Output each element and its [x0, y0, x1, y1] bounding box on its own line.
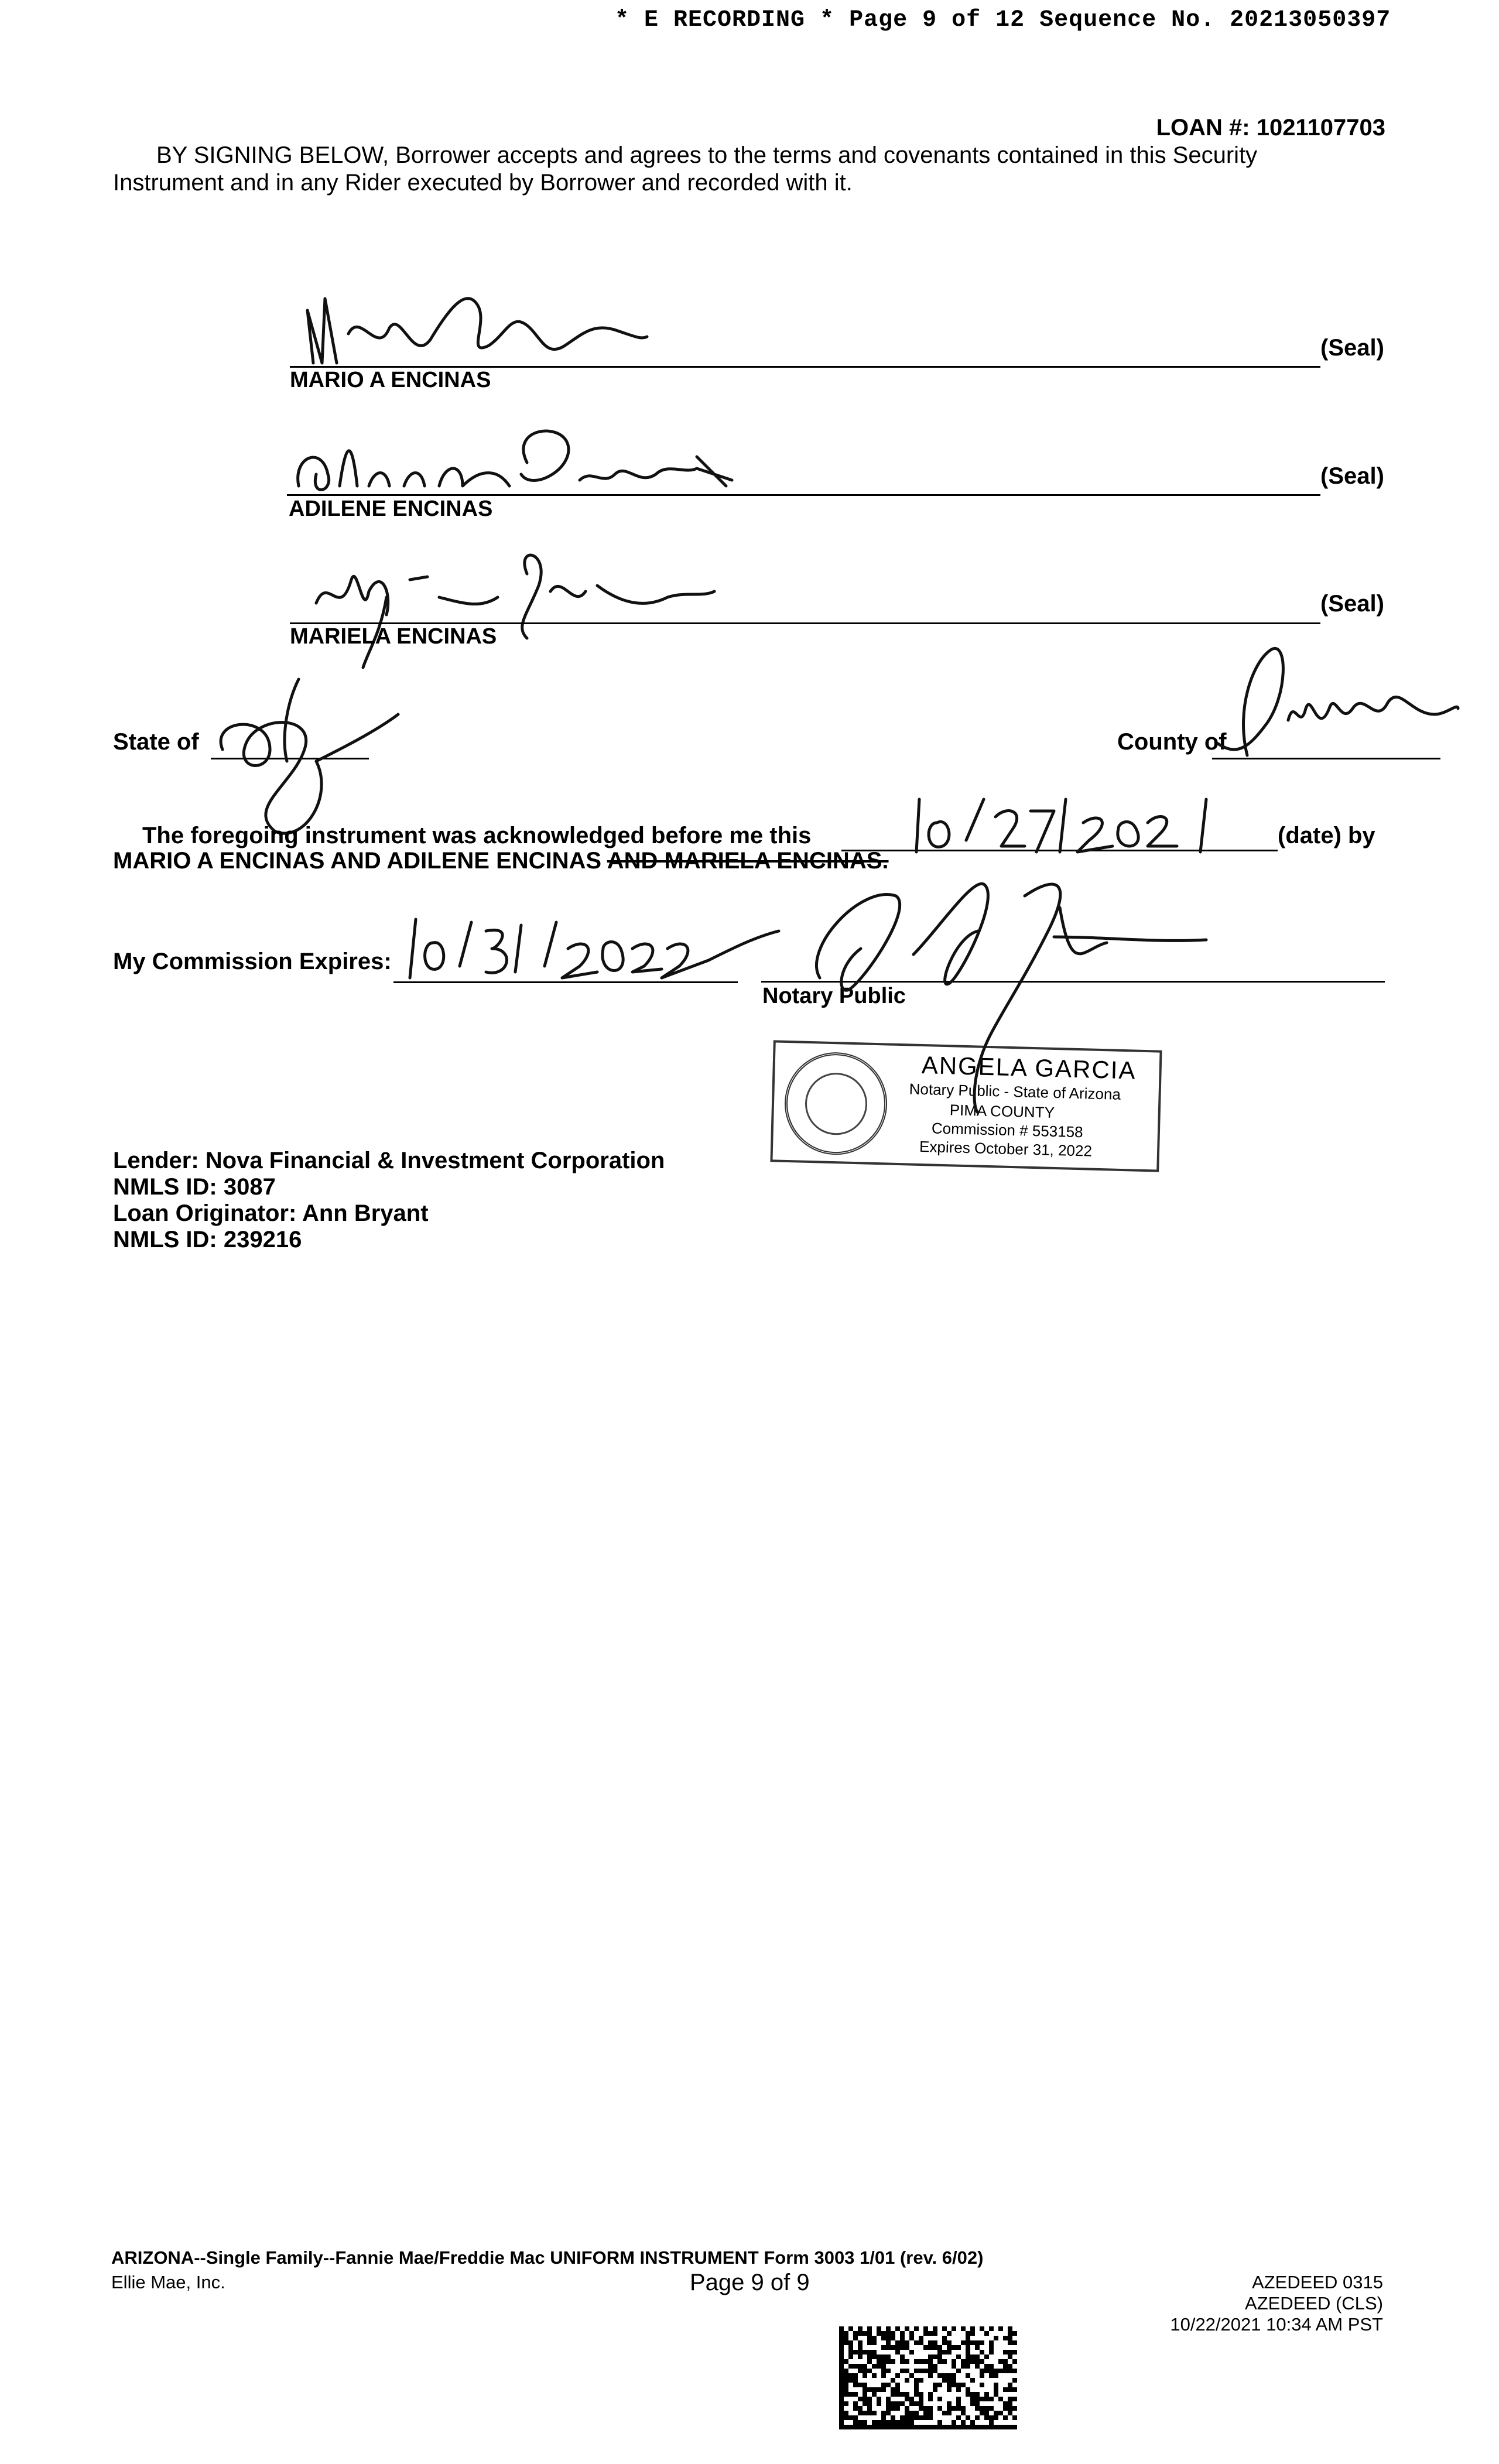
footer-timestamp: 10/22/2021 10:34 AM PST: [1170, 2314, 1383, 2335]
seal-label-adilene: (Seal): [1320, 463, 1384, 489]
foregoing-text: The foregoing instrument was acknowledged before me this: [142, 823, 812, 848]
stamp-line-2: PIMA COUNTY: [949, 1101, 1055, 1121]
recording-header: * E RECORDING * Page 9 of 12 Sequence No. 20213050397: [615, 7, 1391, 33]
date-suffix: (date) by: [1278, 823, 1375, 848]
seal-label-mariela: (Seal): [1320, 591, 1384, 617]
borrower-name-adilene: ADILENE ENCINAS: [289, 497, 493, 521]
state-handwriting: [199, 656, 422, 831]
notary-label: Notary Public: [762, 984, 906, 1008]
footer-code-2: AZEDEED (CLS): [1245, 2293, 1383, 2314]
lender-name: Lender: Nova Financial & Investment Corporation: [113, 1148, 665, 1173]
originator-nmls: NMLS ID: 239216: [113, 1227, 302, 1252]
footer-form: ARIZONA--Single Family--Fannie Mae/Freddie Mac UNIFORM INSTRUMENT Form 3003 1/01 (rev. 6/02): [111, 2247, 984, 2268]
commission-handwriting: [404, 913, 790, 984]
barcode-icon: [839, 2326, 1017, 2432]
stamp-name: ANGELA GARCIA: [921, 1050, 1137, 1084]
commission-label: My Commission Expires:: [113, 949, 392, 974]
footer-company: Ellie Mae, Inc.: [111, 2272, 225, 2292]
borrower-name-mariela: MARIELA ENCINAS: [290, 624, 497, 649]
stamp-line-3: Commission # 553158: [931, 1119, 1084, 1141]
loan-number: LOAN #: 1021107703: [1156, 115, 1385, 141]
footer-page-number: Page 9 of 9: [690, 2270, 810, 2295]
acknowledged-names: [113, 848, 889, 874]
loan-originator: Loan Originator: Ann Bryant: [113, 1200, 429, 1226]
footer-code-1: AZEDEED 0315: [1252, 2272, 1383, 2292]
intro-line-2: Instrument and in any Rider executed by Borrower and recorded with it.: [113, 170, 853, 196]
intro-line-1: BY SIGNING BELOW, Borrower accepts and agrees to the terms and covenants contained in this Security: [156, 142, 1258, 168]
names-text: MARIO A ENCINAS AND ADILENE ENCINAS: [113, 848, 602, 874]
county-handwriting: [1200, 638, 1458, 779]
state-label: State of: [113, 729, 199, 755]
stamp-line-1: Notary Public - State of Arizona: [909, 1080, 1121, 1103]
signature-line-adilene: [287, 494, 1320, 496]
county-label: County of: [1117, 729, 1227, 755]
signature-mariela: [304, 539, 773, 673]
date-handwriting: [913, 788, 1241, 858]
stamp-line-4: Expires October 31, 2022: [919, 1137, 1093, 1160]
seal-label-mario: (Seal): [1320, 335, 1384, 361]
lender-nmls: NMLS ID: 3087: [113, 1174, 276, 1200]
names-struck-text: AND MARIELA ENCINAS.: [607, 848, 889, 874]
notary-signature: [779, 861, 1282, 1118]
borrower-name-mario: MARIO A ENCINAS: [290, 368, 491, 392]
